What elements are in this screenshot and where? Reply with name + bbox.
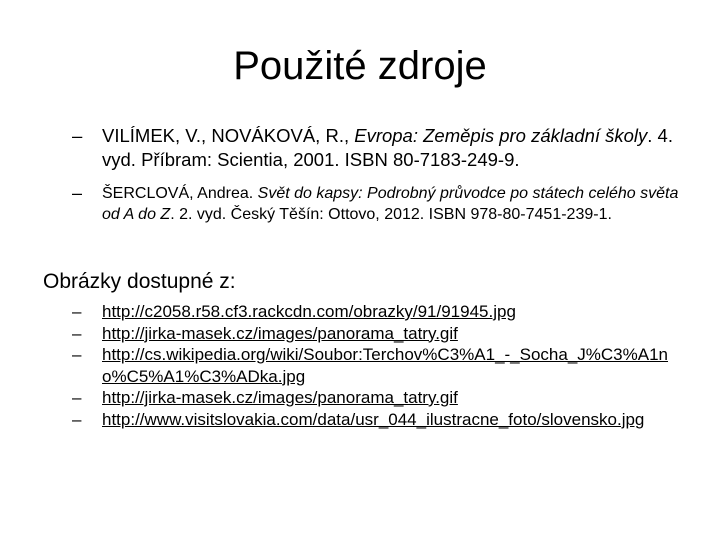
reference-title: Evropa: Zeměpis pro základní školy [354,125,648,146]
list-item [72,323,692,345]
list-dash: – [72,388,82,407]
reference-publication: . 2. vyd. Český Těšín: Ottovo, 2012. ISBN 978-80-7451-239-1. [170,206,612,223]
list-item [72,301,692,323]
image-source-link[interactable]: http://www.visitslovakia.com/data/usr_044_ilustracne_foto/slovensko.jpg [102,409,645,429]
reference-publication: . 4. vyd. Příbram: Scientia, 2001. ISBN 80-7183-249-9. [102,125,673,170]
reference-authors: VILÍMEK, V., NOVÁKOVÁ, R., [102,125,355,146]
page-title: Použité zdroje [233,44,487,88]
reference-item [72,124,682,172]
list-item [72,344,692,387]
list-item [72,409,692,431]
image-source-link[interactable]: http://cs.wikipedia.org/wiki/Soubor:Terchov%C3%A1_-_Socha_J%C3%A1no%C5%A1%C3%ADka.jpg [102,345,669,386]
list-dash: – [72,302,82,321]
reference-list [72,124,682,225]
reference-item [72,183,682,225]
reference-authors: ŠERCLOVÁ, Andrea. [102,185,258,202]
reference-title: Svět do kapsy: Podrobný průvodce po státech celého světa od A do Z [102,185,679,223]
list-item [72,387,692,409]
image-link-list [72,301,692,430]
list-dash: – [72,183,83,203]
image-source-link[interactable]: http://jirka-masek.cz/images/panorama_tatry.gif [102,388,458,407]
images-heading: Obrázky dostupné z: [43,270,236,293]
list-dash: – [72,323,82,343]
list-dash: – [72,125,83,146]
image-source-link[interactable]: http://c2058.r58.cf3.rackcdn.com/obrazky/91/91945.jpg [102,302,516,321]
list-dash: – [72,409,82,429]
image-source-link[interactable]: http://jirka-masek.cz/images/panorama_tatry.gif [102,323,458,343]
list-dash: – [72,345,82,364]
